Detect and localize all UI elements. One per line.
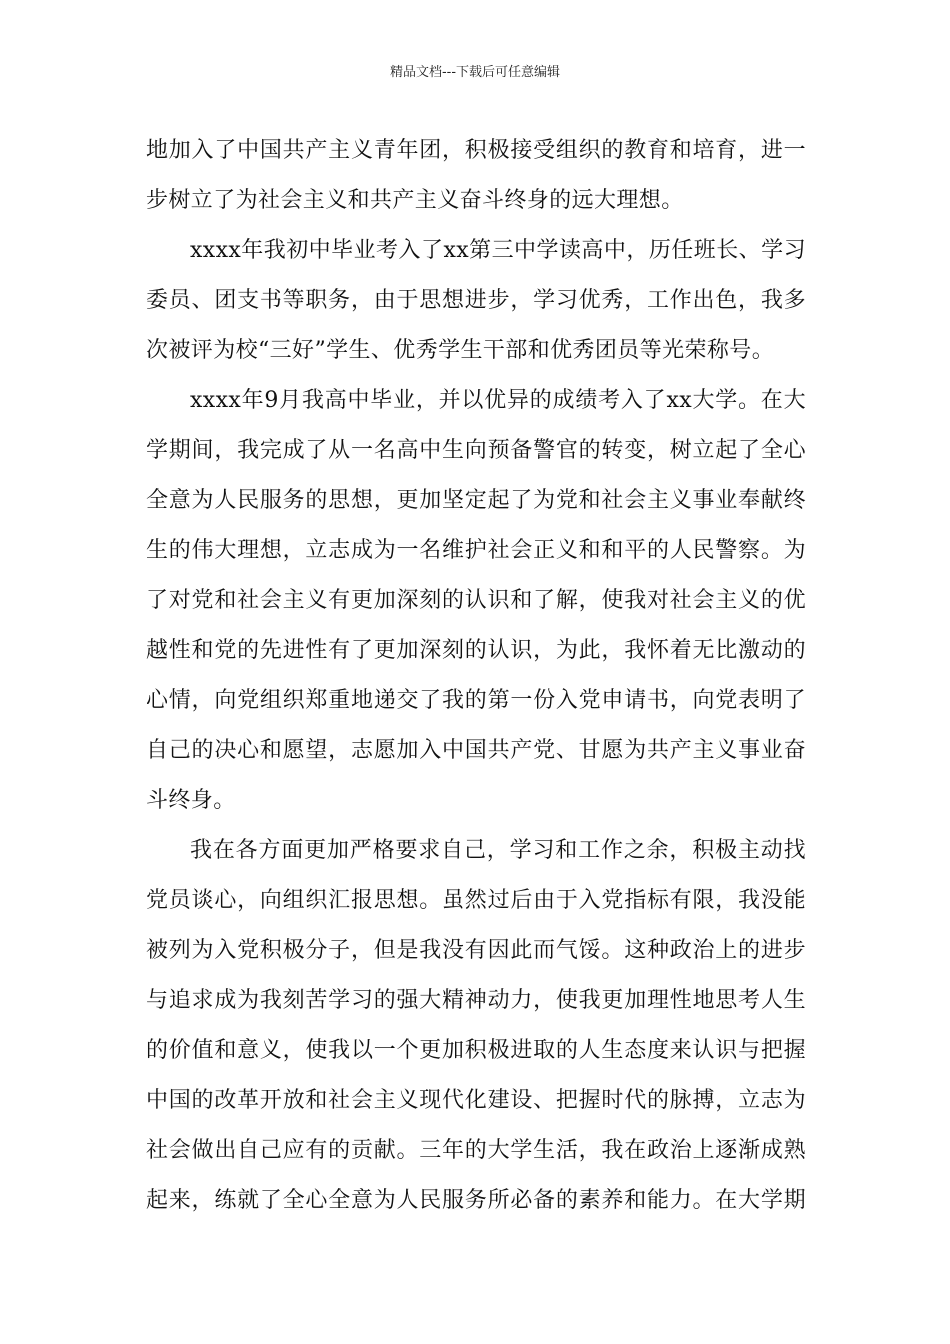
text-line: 被列为入党积极分子，但是我没有因此而气馁。这种政治上的进步 [146, 938, 806, 963]
text-line: 与追求成为我刻苦学习的强大精神动力，使我更加理性地思考人生 [146, 988, 806, 1013]
text-line: 学期间，我完成了从一名高中生向预备警官的转变，树立起了全心 [146, 438, 806, 463]
page-header: 精品文档---下载后可任意编辑 [389, 65, 561, 80]
text-line: 起来，练就了全心全意为人民服务所必备的素养和能力。在大学期 [146, 1188, 806, 1213]
text-line: 生的伟大理想，立志成为一名维护社会正义和和平的人民警察。为 [146, 538, 806, 563]
text-line: 越性和党的先进性有了更加深刻的认识，为此，我怀着无比激动的 [146, 638, 806, 663]
text-line: 社会做出自己应有的贡献。三年的大学生活，我在政治上逐渐成熟 [146, 1138, 806, 1163]
text-line: 的价值和意义，使我以一个更加积极进取的人生态度来认识与把握 [146, 1038, 806, 1063]
text-line: 次被评为校“三好”学生、优秀学生干部和优秀团员等光荣称号。 [146, 338, 775, 363]
text-line: 了对党和社会主义有更加深刻的认识和了解，使我对社会主义的优 [146, 588, 806, 613]
text-line: 斗终身。 [146, 788, 236, 813]
text-line: 党员谈心，向组织汇报思想。虽然过后由于入党指标有限，我没能 [146, 888, 806, 913]
text-line: 中国的改革开放和社会主义现代化建设、把握时代的脉搏，立志为 [146, 1088, 806, 1113]
text-line: 心情，向党组织郑重地递交了我的第一份入党申请书，向党表明了 [146, 688, 806, 713]
paragraph [146, 376, 806, 826]
paragraph [146, 826, 806, 1226]
paragraph [146, 126, 806, 226]
text-line: 委员、团支书等职务，由于思想进步，学习优秀，工作出色，我多 [146, 288, 806, 313]
text-line: 步树立了为社会主义和共产主义奋斗终身的远大理想。 [146, 188, 684, 213]
document-body [146, 126, 806, 1226]
text-line: 地加入了中国共产主义青年团，积极接受组织的教育和培育，进一 [146, 138, 806, 163]
text-line: 自己的决心和愿望，志愿加入中国共产党、甘愿为共产主义事业奋 [146, 738, 806, 763]
paragraph [146, 226, 806, 376]
text-line: xxxx年我初中毕业考入了xx第三中学读高中，历任班长、学习 [190, 238, 806, 263]
text-line: xxxx年9月我高中毕业，并以优异的成绩考入了xx大学。在大 [190, 388, 806, 413]
text-line: 全意为人民服务的思想，更加坚定起了为党和社会主义事业奉献终 [146, 488, 806, 513]
text-line: 我在各方面更加严格要求自己，学习和工作之余，积极主动找 [190, 838, 806, 863]
